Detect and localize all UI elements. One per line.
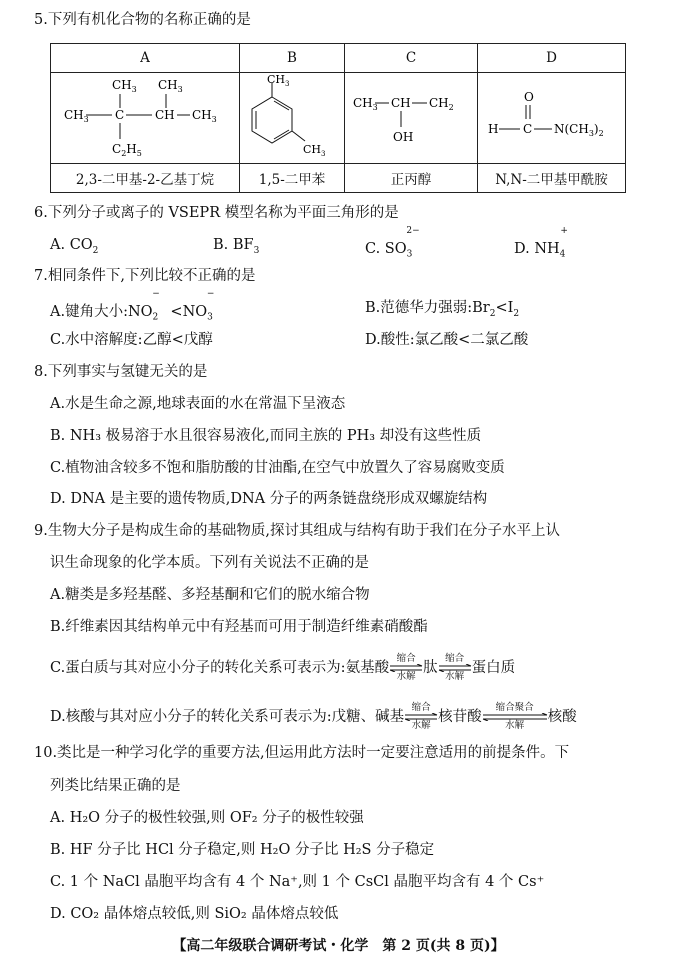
q5-table [50,43,626,193]
q5-name-b: 1,5-二甲苯 [240,164,345,193]
equilibrium-arrow-icon: 缩合聚合 水解 [482,703,548,731]
svg-text:CH3: $CH_3$ [303,143,326,158]
svg-text:CH2: $CH_2$ [429,96,454,112]
q5-header-d: D [478,44,626,73]
svg-text:C2H5: $C_2H_5$ [112,142,142,158]
q6-option-b: B. $BF_3$ [213,237,260,256]
q7-option-d: D.酸性:氯乙酸<二氯乙酸 [365,332,529,348]
q7-option-c: C.水中溶解度:乙醇<戊醇 [50,332,213,348]
q8-option-c: C.植物油含较多不饱和脂肪酸的甘油酯,在空气中放置久了容易腐败变质 [50,460,505,476]
q10-option-c: C. 1 个 NaCl 晶胞平均含有 4 个 Na⁺,则 1 个 CsCl 晶胞平均含有 4 个 Cs⁺ [50,874,545,890]
q5-header-a: A [51,44,240,73]
equilibrium-arrow-icon: 缩合 水解 [404,703,438,731]
q5-header-c: C [345,44,478,73]
q9-option-c: C.蛋白质与其对应小分子的转化关系可表示为:氨基酸 缩合 水解 肽 缩合 水解 蛋白质 [50,653,516,682]
q5-structure-b [240,73,345,164]
q6-stem: 6.下列分子或离子的 VSEPR 模型名称为平面三角形的是 [34,205,399,221]
q9-option-a: A.糖类是多羟基醛、多羟基酮和它们的脱水缩合物 [50,587,370,603]
q8-stem: 8.下列事实与氢键无关的是 [34,364,208,380]
svg-text:H: H [487,122,498,136]
equilibrium-arrow-icon: 缩合 水解 [438,654,472,682]
q5-structure-c [345,73,478,164]
svg-text:OH: OH [393,130,414,144]
q8-option-a: A.水是生命之源,地球表面的水在常温下呈液态 [50,396,346,412]
q5-structure-d [478,73,626,164]
svg-text:CH: CH [391,96,411,110]
q9-stem-line1: 9.生物大分子是构成生命的基础物质,探讨其组成与结构有助于我们在分子水平上认 [34,523,560,539]
q7-option-b: B.范德华力强弱$:Br_2<I_2$ [365,300,520,319]
svg-text:N(CH3)2: $N(CH_3)_2$ [553,122,604,138]
q6-option-a: A. $CO_2$ [50,237,99,256]
q6-option-d: D. $NH_4^+$ [514,226,568,260]
q9-stem-line2: 识生命现象的化学本质。下列有关说法不正确的是 [50,555,369,571]
equilibrium-arrow-icon: 缩合 水解 [389,654,423,682]
q5-name-c: 正丙醇 [345,164,478,193]
svg-text:O: O [523,90,534,104]
q9-option-b: B.纤维素因其结构单元中有羟基而可用于制造纤维素硝酸酯 [50,619,428,635]
svg-text:CH3: $CH_3$ [158,78,183,94]
q10-option-a: A. H₂O 分子的极性较强,则 OF₂ 分子的极性较强 [50,810,364,826]
q9-option-d: D.核酸与其对应小分子的转化关系可表示为:戊糖、碱基 缩合 水解 核苷酸 缩合聚合 水解 核酸 [50,702,577,731]
svg-text:CH3: $CH_3$ [64,108,89,124]
q5-structure-a [51,73,240,164]
q10-stem-line1: 10.类比是一种学习化学的重要方法,但运用此方法时一定要注意适用的前提条件。下 [34,745,570,761]
q5-name-a: 2,3-二甲基-2-乙基丁烷 [51,164,240,193]
q7-option-a: A.键角大小$:NO_2^- <NO_3^-$ [50,289,215,323]
svg-text:CH3: $CH_3$ [353,96,378,112]
q7-stem: 7.相同条件下,下列比较不正确的是 [34,268,256,284]
q8-option-d: D. DNA 是主要的遗传物质,DNA 分子的两条链盘绕形成双螺旋结构 [50,491,488,507]
svg-text:C: C [115,108,125,122]
svg-text:CH: CH [155,108,175,122]
svg-text:CH3: $CH_3$ [112,78,137,94]
svg-text:C: C [522,122,532,136]
q6-option-c: C. $SO_3^{2-}$ [365,226,420,260]
q5-header-b: B [240,44,345,73]
svg-text:CH3: $CH_3$ [267,73,290,88]
q5-stem: 5.下列有机化合物的名称正确的是 [34,12,251,28]
q10-option-b: B. HF 分子比 HCl 分子稳定,则 H₂O 分子比 H₂S 分子稳定 [50,842,435,858]
q5-name-d: N,N-二甲基甲酰胺 [478,164,626,193]
q8-option-b: B. NH₃ 极易溶于水且很容易液化,而同主族的 PH₃ 却没有这些性质 [50,428,482,444]
page-footer: 【高二年级联合调研考试・化学 第 2 页(共 8 页)】 [172,938,505,954]
svg-text:CH3: $CH_3$ [192,108,217,124]
q10-option-d: D. CO₂ 晶体熔点较低,则 SiO₂ 晶体熔点较低 [50,906,339,922]
q10-stem-line2: 列类比结果正确的是 [50,778,181,794]
